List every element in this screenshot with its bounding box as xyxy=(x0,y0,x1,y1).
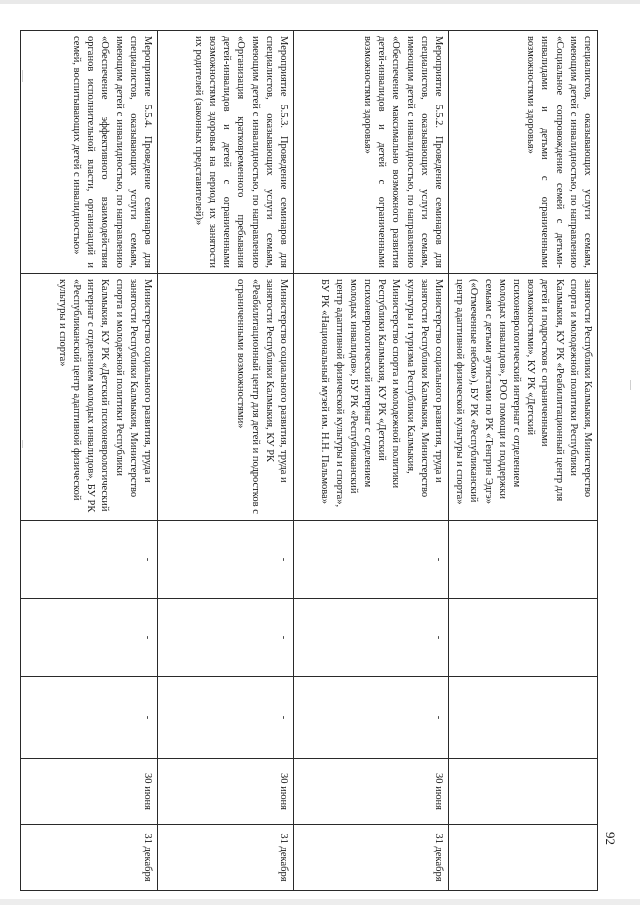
end-date-cell: 31 декабря xyxy=(293,825,448,891)
start-date-cell: 30 июня xyxy=(20,759,157,825)
value-cell xyxy=(448,677,597,759)
start-date-cell: 30 июня xyxy=(157,759,293,825)
table-row xyxy=(448,31,597,891)
table-row xyxy=(157,31,293,891)
rotated-table-area xyxy=(30,30,598,890)
executors-cell: Министерство социального развития, труда и занятости Республики Калмыкия, КУ РК «Реабилитационный центр для детей и подростков с ограниченными возможностями» xyxy=(157,274,293,521)
activity-cell: Мероприятие 5.5.2. Проведение семинаров для специалистов, оказывающих услуги семьям, имеющим детей с инвалидностью, по направлению «Обеспечение максимально возможного развития детей-инвалидов и детей с ограниченными возможностями здоровья» xyxy=(293,31,448,274)
start-date-cell: 30 июня xyxy=(293,759,448,825)
activity-cell: Мероприятие 5.5.3. Проведение семинаров для специалистов, оказывающих услуги семьям, имеющим детей с инвалидностью, по направлению «Организация кратковременного пребывания детей-инвалидов и детей с ограниченными возможностями здоровья на период их занятости их родителей (законных представителей)» xyxy=(157,31,293,274)
value-cell xyxy=(448,599,597,677)
value-cell xyxy=(448,521,597,599)
activity-cell: специалистов, оказывающих услуги семьям, имеющим детей с инвалидностью, по направлению «Социальное сопровождение семей с детьми-инвалидами и детьми с ограниченными возможностями здоровья» xyxy=(448,31,597,274)
scan-speck xyxy=(22,440,23,448)
value-cell: - xyxy=(293,599,448,677)
value-cell: - xyxy=(157,677,293,759)
page-number: 92 xyxy=(603,832,618,845)
value-cell: - xyxy=(293,677,448,759)
executors-cell: Министерство социального развития, труда и занятости Республики Калмыкия, Министерство спорта и молодежной политики Республики Калмыкия, КУ РК «Детский психоневрологический интернат с отделением молодых инвалидов», БУ РК «Республиканский центр адаптивной физической культуры и спорта» xyxy=(20,274,157,521)
value-cell: - xyxy=(157,599,293,677)
value-cell: - xyxy=(20,677,157,759)
scan-speck xyxy=(22,70,23,82)
table-row xyxy=(293,31,448,891)
executors-cell: занятости Республики Калмыкия, Министерство спорта и молодежной политики Республики Калмыкия, КУ РК «Реабилитационный центр для детей и подростков с ограниченными возможностями», КУ РК «Детский психоневрологический интернат с отделением молодых инвалидов», РОО помощи и поддержки семьям с детьми аутистами по РК «Тенгрин Эдгэ» («Отмеченные небом»), БУ РК «Республиканский центр адаптивной физической культуры и спорта» xyxy=(448,274,597,521)
end-date-cell xyxy=(448,825,597,891)
end-date-cell: 31 декабря xyxy=(20,825,157,891)
value-cell: - xyxy=(20,599,157,677)
end-date-cell: 31 декабря xyxy=(157,825,293,891)
table-row xyxy=(20,31,157,891)
start-date-cell xyxy=(448,759,597,825)
activity-cell: Мероприятие 5.5.4. Проведение семинаров для специалистов, оказывающих услуги семьям, имеющим детей с инвалидностью, по направлению «Обеспечение эффективного взаимодействия органов исполнительной власти, организаций и семей, воспитывающих детей с инвалидностью» xyxy=(20,31,157,274)
value-cell: - xyxy=(293,521,448,599)
value-cell: - xyxy=(157,521,293,599)
executors-cell: Министерство социального развития, труда и занятости Республики Калмыкия, Министерство культуры и туризма Республики Калмыкия, Министерство спорта и молодежной политики Республики Калмыкия, КУ РК «Детский психоневрологический интернат с отделением молодых инвалидов», БУ РК «Республиканский центр адаптивной физической культуры и спорта», БУ РК «Национальный музей им. Н.Н. Пальмова» xyxy=(293,274,448,521)
scan-speck xyxy=(630,380,631,390)
activities-table xyxy=(20,30,598,891)
scan-edge-top xyxy=(0,0,640,4)
scan-edge-bottom xyxy=(0,899,640,905)
value-cell: - xyxy=(20,521,157,599)
